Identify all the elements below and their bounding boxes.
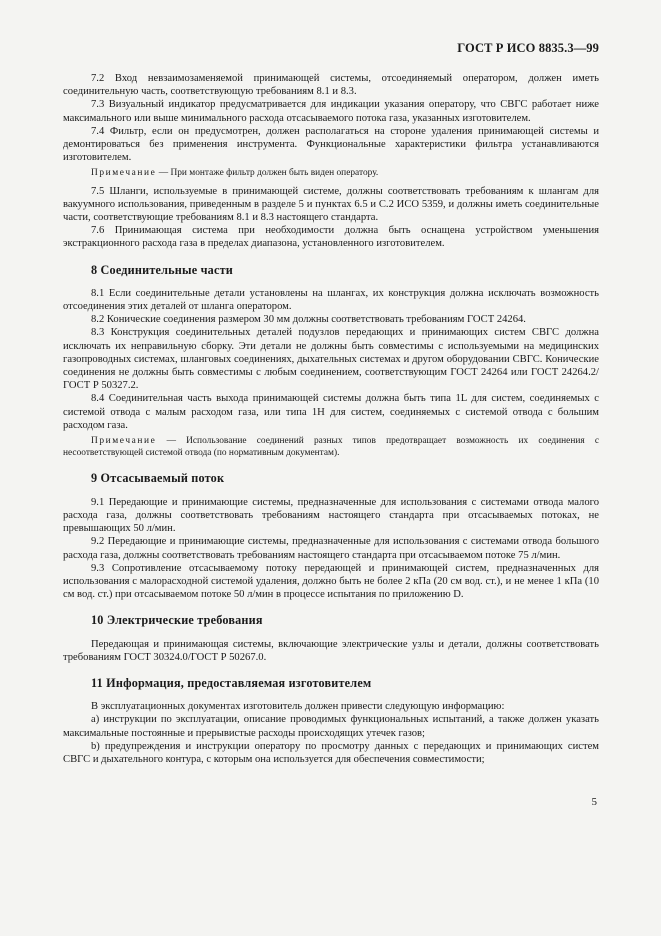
section-8-heading: 8 Соединительные части — [91, 262, 233, 277]
document-body — [63, 72, 599, 766]
paragraph-9-1: 9.1 Передающие и принимающие системы, предназначенные для использования с системами отвода малого расхода газа, должны соответствовать требованиям настоящего стандарта при отсасываемых потоках, не превышающих 50 л/мин. — [63, 496, 599, 535]
paragraph-8-2: 8.2 Конические соединения размером 30 мм должны соответствовать требованиям ГОСТ 24264. — [91, 314, 526, 326]
paragraph-10: Передающая и принимающая системы, включающие электрические узлы и детали, должны соответствовать требованиям ГОСТ 30324.0/ГОСТ Р 50267.0. — [63, 638, 599, 663]
paragraph-7-3: 7.3 Визуальный индикатор предусматривается для индикации указания оператору, что СВГС работает ниже максимального или выше минимального расхода отсасываемого потока газа, указанных изготовителем. — [63, 99, 599, 124]
note-label: Примечание — [91, 436, 157, 447]
page-header: ГОСТ Р ИСО 8835.3—99 — [457, 41, 599, 55]
section-11-heading: 11 Информация, предоставляемая изготовителем — [91, 675, 372, 690]
note-text: — Использование соединений разных типов предотвращает возможность их соединения с несоответствующей системой отвода (по нормативным документам). — [63, 436, 599, 459]
paragraph-11-b: b) предупреждения и инструкции оператору по просмотру данных с передающих и принимающих систем СВГС и дыхательного контура, с которым она используется для обеспечения совместимости; — [63, 740, 599, 765]
paragraph-11-a: a) инструкции по эксплуатации, описание проводимых функциональных испытаний, а также должен указать максимальные постоянные и прерывистые расходы происходящих утечек газов; — [63, 714, 599, 739]
section-9-heading: 9 Отсасываемый поток — [91, 471, 225, 486]
paragraph-7-5: 7.5 Шланги, используемые в принимающей системе, должны соответствовать требованиям к шлангам для вакуумного использования, приведенным в разделе 5 и пунктах 6.5 и С.2 ИСО 5359, и должны иметь соединительные части, соответствующие требованиям 8.1 и 8.3 настоящего стандарта. — [63, 185, 599, 224]
page-number: 5 — [591, 796, 597, 808]
section-10-heading: 10 Электрические требования — [91, 613, 263, 628]
paragraph-11-intro: В эксплуатационных документах изготовитель должен привести следующую информацию: — [91, 701, 505, 713]
paragraph-7-6: 7.6 Принимающая система при необходимости должна быть оснащена устройством уменьшения экстракционного расхода газа в пределах диапазона, установленного изготовителем. — [63, 225, 599, 250]
paragraph-9-2: 9.2 Передающие и принимающие системы, предназначенные для использования с системами отвода большого расхода газа, должны соответствовать требованиям настоящего стандарта при отсасываемом потоке 75 л/мин. — [63, 536, 599, 561]
paragraph-8-1: 8.1 Если соединительные детали установлены на шлангах, их конструкция должна исключать возможность отсоединения этих деталей от шланга оператором. — [63, 287, 599, 313]
paragraph-8-4: 8.4 Соединительная часть выхода принимающей системы должна быть типа 1L для систем, соединяемых с системой отвода с малым расходом газа, или типа 1H для систем, соединяемых с системой отвода с большим расходом газа. — [63, 393, 599, 431]
note-label: Примечание — [91, 168, 157, 179]
note-7 — [63, 167, 599, 179]
paragraph-8-3: 8.3 Конструкция соединительных деталей подузлов передающих и принимающих систем СВГС должна исключать их неправильную сборку. Эти детали не должны быть совместимы с используемыми на медицинских газопроводных системах, шланговых соединениях, дыхательных системах и другом оборудовании СВГС. Конические соединения не должны быть совместимы с любым соединением, соответствующим ГОСТ 24264 или ГОСТ 24264.2/ГОСТ Р 50327.2. — [63, 327, 599, 392]
paragraph-7-4: 7.4 Фильтр, если он предусмотрен, должен располагаться на стороне удаления принимающей системы и демонтироваться без применения инструмента. Функциональные характеристики фильтра устанавливаются изготовителем. — [63, 125, 599, 164]
note-8 — [63, 435, 599, 459]
note-text: — При монтаже фильтр должен быть виден оператору. — [156, 168, 379, 179]
paragraph-7-2: 7.2 Вход невзаимозаменяемой принимающей системы, отсоединяемый оператором, должен иметь соединительную часть, соответствующую требованиям 8.1 и 8.3. — [63, 73, 599, 98]
paragraph-9-3: 9.3 Сопротивление отсасываемому потоку передающей и принимающей систем, предназначенных для использования с малорасходной системой удаления, должно быть не более 2 кПа (20 см вод. ст.), и не менее 1 кПа (10 см вод. ст.) при отсасываемом потоке 50 л/мин в процессе испытания по приложению D. — [63, 562, 599, 601]
